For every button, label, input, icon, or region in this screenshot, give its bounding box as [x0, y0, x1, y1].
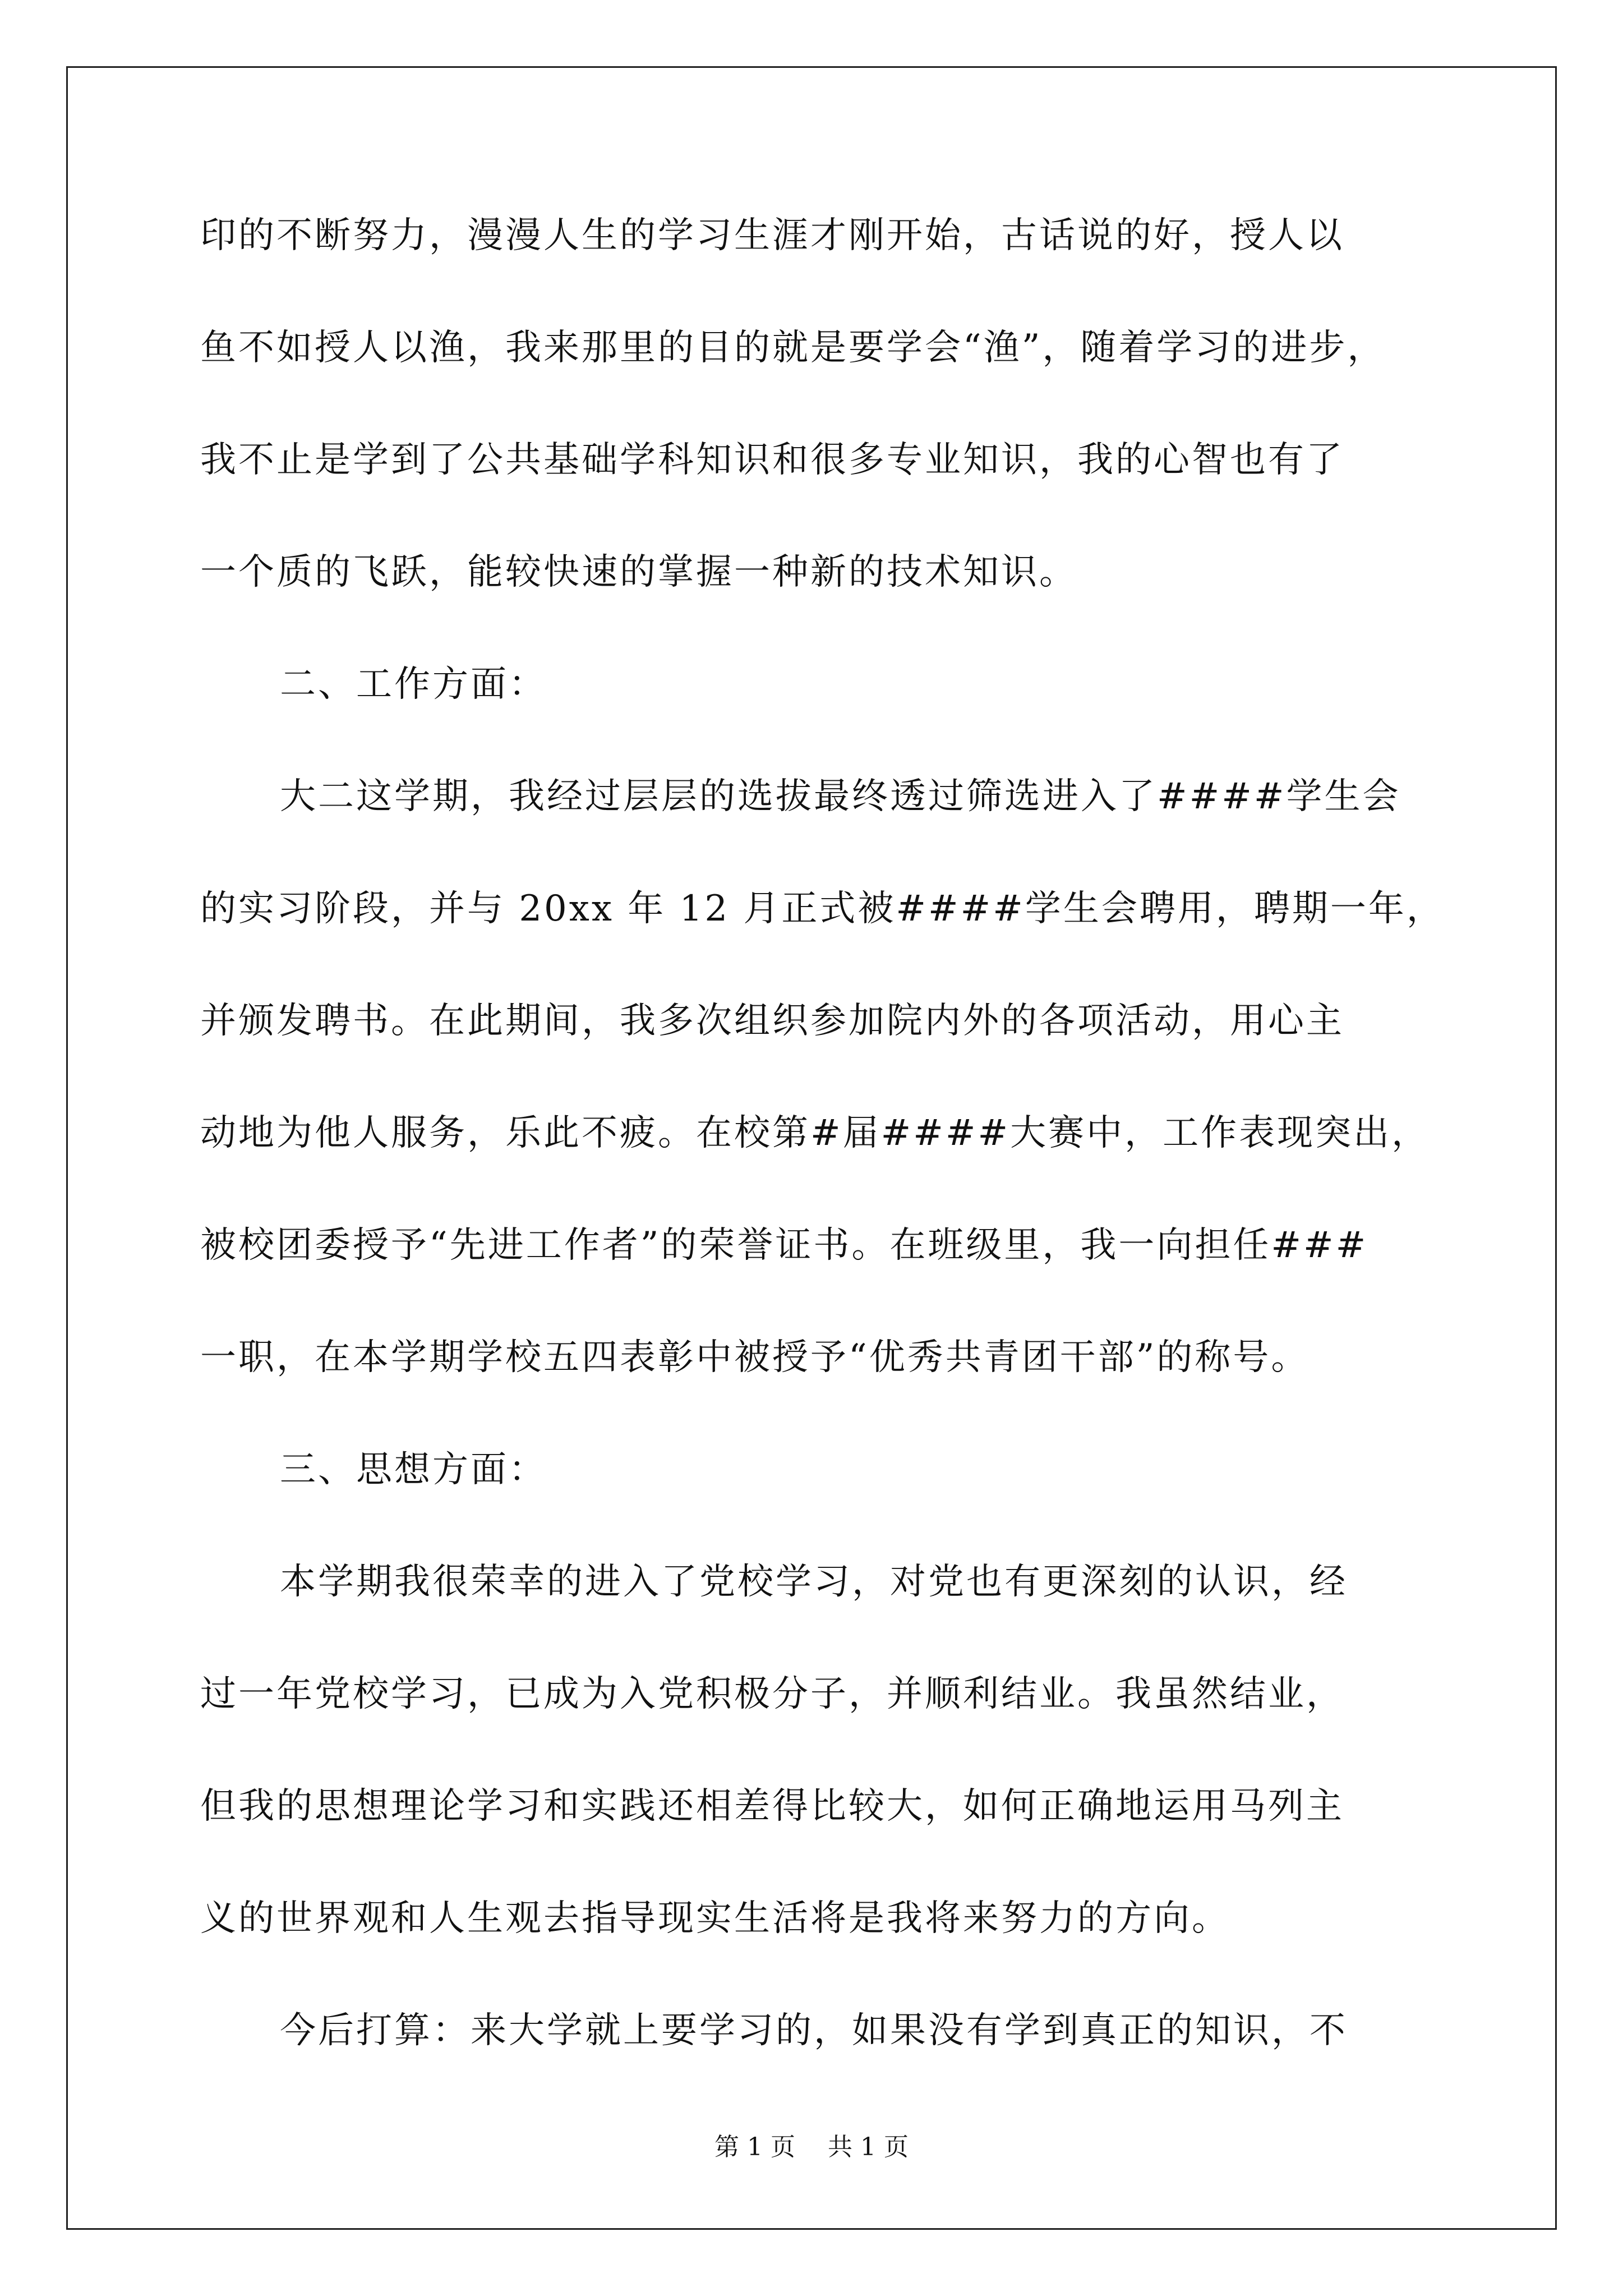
text-line: 但我的思想理论学习和实践还相差得比较大，如何正确地运用马列主 [200, 1786, 1344, 1827]
text-line: 的实习阶段，并与 20xx 年 12 月正式被####学生会聘用，聘期一年， [200, 888, 1445, 930]
text-line: 大二这学期，我经过层层的选拔最终透过筛选进入了####学生会 [280, 776, 1401, 817]
section-heading: 三、思想方面： [280, 1449, 547, 1490]
text-line: 鱼不如授人以渔，我来那里的目的就是要学会“渔”，随着学习的进步， [200, 327, 1386, 369]
text-line: 义的世界观和人生观去指导现实生活将是我将来努力的方向。 [200, 1898, 1230, 1939]
text-line: 被校团委授予“先进工作者”的荣誉证书。在班级里，我一向担任### [200, 1225, 1368, 1266]
text-line: 动地为他人服务，乐此不疲。在校第#届####大赛中，工作表现突出， [200, 1112, 1430, 1154]
page-footer [0, 2132, 1623, 2163]
text-line: 过一年党校学习，已成为入党积极分子，并顺利结业。我虽然结业， [200, 1673, 1344, 1715]
text-line: 我不止是学到了公共基础学科知识和很多专业知识，我的心智也有了 [200, 439, 1344, 481]
text-line: 印的不断努力，漫漫人生的学习生涯才刚开始，古话说的好，授人以 [200, 215, 1344, 256]
section-heading: 二、工作方面： [280, 664, 547, 705]
text-line: 一职，在本学期学校五四表彰中被授予“优秀共青团干部”的称号。 [200, 1337, 1310, 1378]
page-total: 共 1 页 [828, 2133, 909, 2161]
text-line: 一个质的飞跃，能较快速的掌握一种新的技术知识。 [200, 551, 1077, 593]
text-line: 本学期我很荣幸的进入了党校学习，对党也有更深刻的认识，经 [280, 1561, 1348, 1603]
page-number: 第 1 页 [714, 2133, 795, 2161]
text-line: 今后打算：来大学就上要学习的，如果没有学到真正的知识，不 [280, 2010, 1348, 2051]
text-line: 并颁发聘书。在此期间，我多次组织参加院内外的各项活动，用心主 [200, 1000, 1344, 1042]
